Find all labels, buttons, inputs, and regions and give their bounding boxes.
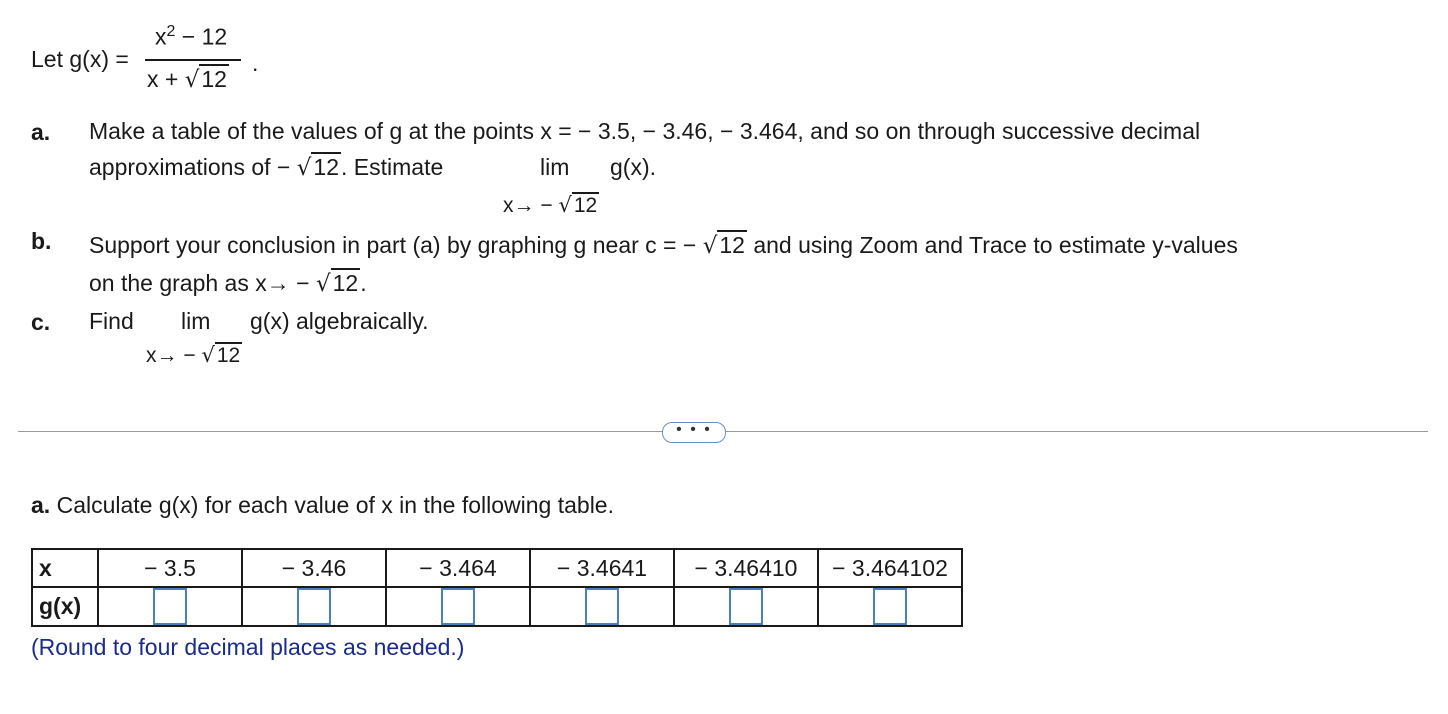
part-b-line1-pre: Support your conclusion in part (a) by graphing g near c = −: [89, 232, 697, 258]
gx-cell: [674, 587, 818, 626]
x-value-cell: − 3.464: [386, 549, 530, 587]
part-b-line1-post: and using Zoom and Trace to estimate y-values: [753, 232, 1238, 258]
denominator-x: x +: [147, 66, 179, 92]
part-b-line2-post: .: [360, 270, 367, 296]
gx-answer-input[interactable]: [873, 588, 907, 625]
let-label: Let g(x) =: [31, 46, 129, 72]
part-a-line2-pre: approximations of −: [89, 154, 291, 180]
table-row-x: [32, 549, 962, 587]
gx-cell: [818, 587, 962, 626]
part-c-label: c.: [31, 309, 51, 335]
answer-prompt: [31, 492, 614, 519]
part-a-line2-post: . Estimate: [341, 154, 444, 180]
fraction-period: .: [252, 50, 259, 76]
gx-cell: [242, 587, 386, 626]
part-c-rest: g(x) algebraically.: [250, 308, 429, 334]
part-a-line2: [89, 154, 443, 181]
answer-prompt-label: a.: [31, 492, 51, 518]
gx-answer-input[interactable]: [297, 588, 331, 625]
gx-answer-input[interactable]: [153, 588, 187, 625]
values-table: [31, 548, 963, 627]
limit-function: g(x).: [610, 154, 656, 180]
part-b-label: b.: [31, 228, 52, 254]
part-c-subscript-pre: x→ −: [146, 344, 196, 367]
limit-word: lim: [540, 154, 570, 180]
x-value-cell: − 3.5: [98, 549, 242, 587]
part-b-radicand-2: 12: [332, 270, 359, 296]
numerator-exponent: 2: [166, 23, 176, 40]
numerator-rest: − 12: [175, 23, 228, 50]
part-b-line2-pre: on the graph as x→ −: [89, 270, 310, 296]
more-options-button[interactable]: • • •: [662, 422, 726, 443]
part-b-radicand: 12: [719, 232, 745, 258]
gx-answer-input[interactable]: [729, 588, 763, 625]
fraction-bar: [145, 59, 241, 61]
sqrt-symbol: √12: [558, 193, 598, 217]
part-c-limit-subscript: [146, 343, 242, 368]
sqrt-symbol: √12: [201, 343, 241, 367]
x-value-cell: − 3.464102: [818, 549, 962, 587]
part-c-find: Find: [89, 308, 134, 334]
part-c-limit-word: lim: [181, 308, 211, 334]
row-header-x: x: [32, 549, 98, 587]
gx-cell: [530, 587, 674, 626]
row-header-gx: g(x): [32, 587, 98, 626]
x-value-cell: − 3.4641: [530, 549, 674, 587]
part-a-line1: Make a table of the values of g at the points x = − 3.5, − 3.46, − 3.464, and so on through successive decimal: [89, 118, 1201, 144]
sqrt-symbol: √12: [184, 66, 227, 93]
fraction-numerator: [155, 23, 227, 51]
gx-answer-input[interactable]: [441, 588, 475, 625]
part-b-line1: [89, 232, 1238, 259]
x-value-cell: − 3.46410: [674, 549, 818, 587]
table-row-gx: [32, 587, 962, 626]
part-c-subscript-radicand: 12: [216, 344, 241, 367]
limit-subscript-radicand: 12: [573, 194, 598, 217]
part-b-line2: [89, 270, 367, 297]
x-value-cell: − 3.46: [242, 549, 386, 587]
limit-subscript-pre: x→ −: [503, 194, 553, 217]
numerator-x: x: [155, 23, 167, 50]
part-a-radicand: 12: [313, 154, 340, 180]
answer-prompt-text: Calculate g(x) for each value of x in the following table.: [56, 492, 614, 518]
limit-subscript: [503, 193, 599, 218]
gx-answer-input[interactable]: [585, 588, 619, 625]
fraction-denominator: [147, 66, 229, 93]
rounding-note: (Round to four decimal places as needed.): [31, 634, 465, 660]
sqrt-symbol: √12: [702, 232, 745, 259]
gx-cell: [98, 587, 242, 626]
part-a-label: a.: [31, 119, 51, 145]
sqrt-symbol: √12: [315, 270, 359, 297]
sqrt-symbol: √12: [296, 154, 340, 181]
denominator-radicand: 12: [201, 66, 227, 92]
gx-cell: [386, 587, 530, 626]
